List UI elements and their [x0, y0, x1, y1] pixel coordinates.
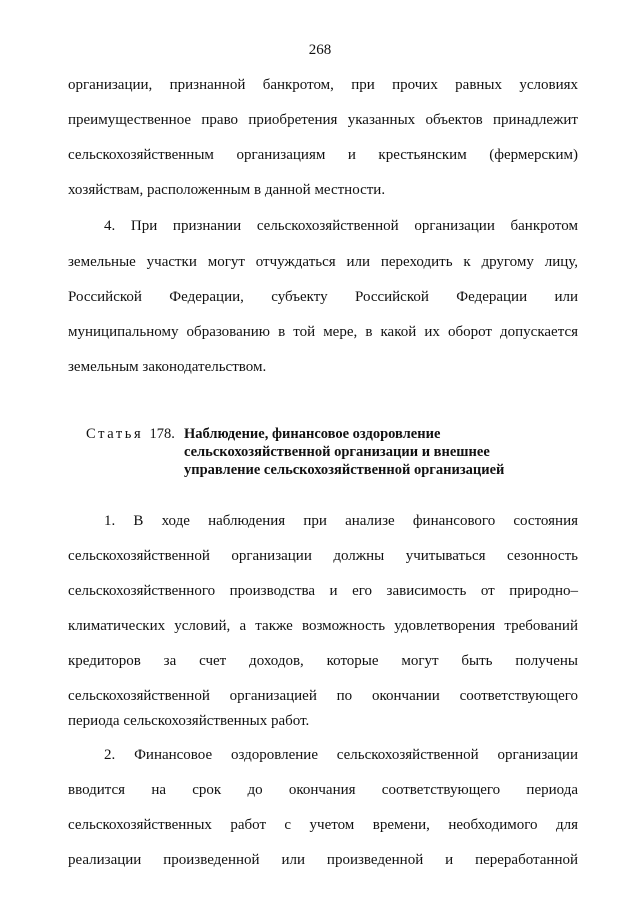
article-title: [184, 425, 504, 479]
text-line: земельные участки могут отчуждаться или переходить к другому лицу,: [68, 254, 578, 270]
article-title-line: сельскохозяйственной организации и внешнее: [184, 444, 490, 460]
text-line: Российской Федерации, субъекту Российской Федерации или: [68, 289, 578, 305]
text-line: преимущественное право приобретения указанных объектов принадлежит: [68, 112, 578, 128]
text-line: вводится на срок до окончания соответствующего периода: [68, 782, 578, 798]
text-line: кредиторов за счет доходов, которые могут быть получены: [68, 653, 578, 669]
article-label: [86, 425, 175, 443]
text-line: муниципальному образованию в той мере, в какой их оборот допускается: [68, 324, 578, 340]
page-number: 268: [308, 42, 332, 58]
text-line: организации, признанной банкротом, при прочих равных условиях: [68, 77, 578, 93]
text-line: 4. При признании сельскохозяйственной организации банкротом: [104, 218, 578, 234]
text-line: 1. В ходе наблюдения при анализе финансового состояния: [104, 513, 578, 529]
text-line: сельскохозяйственных работ с учетом времени, необходимого для: [68, 817, 578, 833]
text-line: реализации произведенной или произведенной и переработанной: [68, 852, 578, 868]
text-line: климатических условий, а также возможность удовлетворения требований: [68, 618, 578, 634]
article-title-line: управление сельскохозяйственной организацией: [184, 462, 505, 478]
text-line: сельскохозяйственного производства и его зависимость от природно–: [68, 583, 578, 599]
text-line: периода сельскохозяйственных работ.: [68, 713, 310, 729]
article-number: 178.: [149, 426, 175, 442]
text-line: сельскохозяйственным организациям и крестьянским (фермерским): [68, 147, 578, 163]
article-title-line: Наблюдение, финансовое оздоровление: [184, 426, 441, 442]
article-label-word: Статья: [86, 426, 144, 442]
text-line: 2. Финансовое оздоровление сельскохозяйственной организации: [104, 747, 578, 763]
text-line: сельскохозяйственной организацией по окончании соответствующего: [68, 688, 578, 704]
text-line: земельным законодательством.: [68, 359, 267, 375]
text-line: хозяйствам, расположенным в данной местности.: [68, 182, 386, 198]
text-line: сельскохозяйственной организации должны учитываться сезонность: [68, 548, 578, 564]
